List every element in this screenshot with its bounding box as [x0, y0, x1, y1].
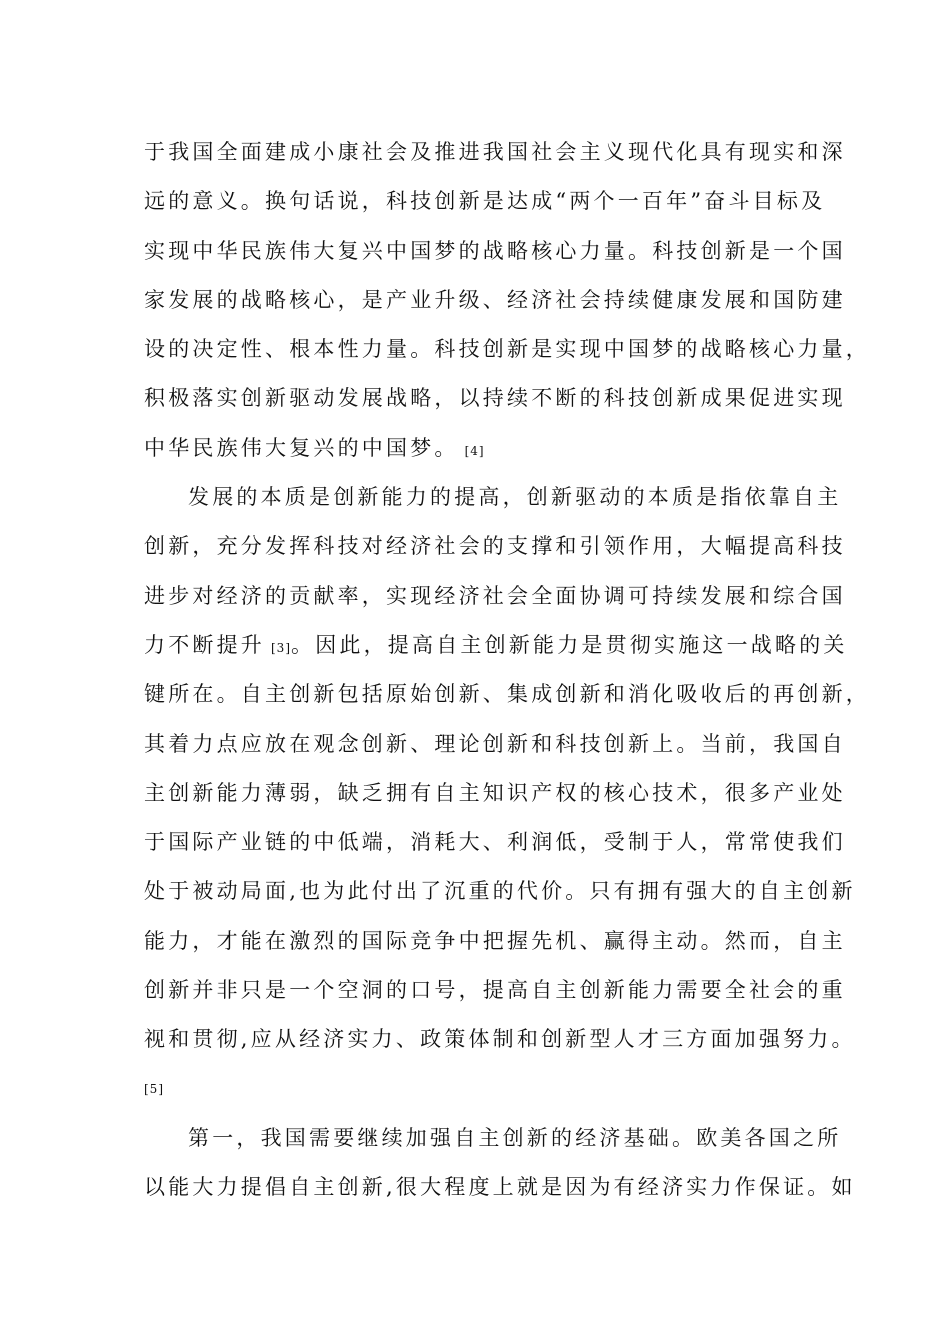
citation-ref: [4] [464, 443, 485, 458]
text-line: 第一，我国需要继续加强自主创新的经济基础。欧美各国之所 [188, 1125, 842, 1150]
text-line: 创新并非只是一个空洞的口号，提高自主创新能力需要全社会的重 [144, 978, 846, 1003]
text-line: 创新，充分发挥科技对经济社会的支撑和引领作用，大幅提高科技 [144, 534, 846, 559]
text-line: 处于被动局面,也为此付出了沉重的代价。只有拥有强大的自主创新 [144, 879, 856, 904]
text-line: 进步对经济的贡献率，实现经济社会全面协调可持续发展和综合国 [144, 583, 846, 608]
text-fragment: 。因此，提高自主创新能力是贯彻实施这一战略的关 [291, 632, 848, 657]
text-line: 视和贯彻,应从经济实力、政策体制和创新型人才三方面加强努力。 [144, 1027, 856, 1052]
text-line [144, 621, 848, 670]
paragraph-1 [144, 128, 870, 473]
citation-ref: [3] [271, 640, 291, 655]
citation-ref-line: [5] [144, 1081, 164, 1096]
text-line: 设的决定性、根本性力量。科技创新是实现中国梦的战略核心力量， [144, 337, 870, 362]
text-line: 积极落实创新驱动发展战略，以持续不断的科技创新成果促进实现 [144, 386, 846, 411]
text-line [144, 424, 808, 473]
text-line: 于我国全面建成小康社会及推进我国社会主义现代化具有现实和深 [144, 140, 846, 164]
text-fragment: 中华民族伟大复兴的中国梦。 [144, 435, 459, 460]
text-line: 其着力点应放在观念创新、理论创新和科技创新上。当前，我国自 [144, 731, 846, 756]
paragraph-3 [144, 1114, 856, 1213]
text-line: 能力，才能在激烈的国际竞争中把握先机、赢得主动。然而，自主 [144, 928, 846, 953]
text-line: 家发展的战略核心，是产业升级、经济社会持续健康发展和国防建 [144, 287, 846, 312]
text-line: 以能大力提倡自主创新,很大程度上就是因为有经济实力作保证。如 [144, 1175, 856, 1200]
paragraph-2 [144, 473, 870, 1114]
text-line: 发展的本质是创新能力的提高，创新驱动的本质是指依靠自主 [188, 485, 842, 510]
document-body [144, 128, 870, 1213]
text-line: 键所在。自主创新包括原始创新、集成创新和消化吸收后的再创新， [144, 682, 870, 707]
text-line: 主创新能力薄弱，缺乏拥有自主知识产权的核心技术，很多产业处 [144, 780, 846, 805]
text-line: 实现中华民族伟大复兴中国梦的战略核心力量。科技创新是一个国 [144, 238, 846, 263]
text-fragment: 力不断提升 [144, 632, 265, 657]
text-line: 远的意义。换句话说，科技创新是达成“两个一百年”奋斗目标及 [144, 189, 826, 214]
text-line: 于国际产业链的中低端，消耗大、利润低，受制于人，常常使我们 [144, 830, 846, 855]
